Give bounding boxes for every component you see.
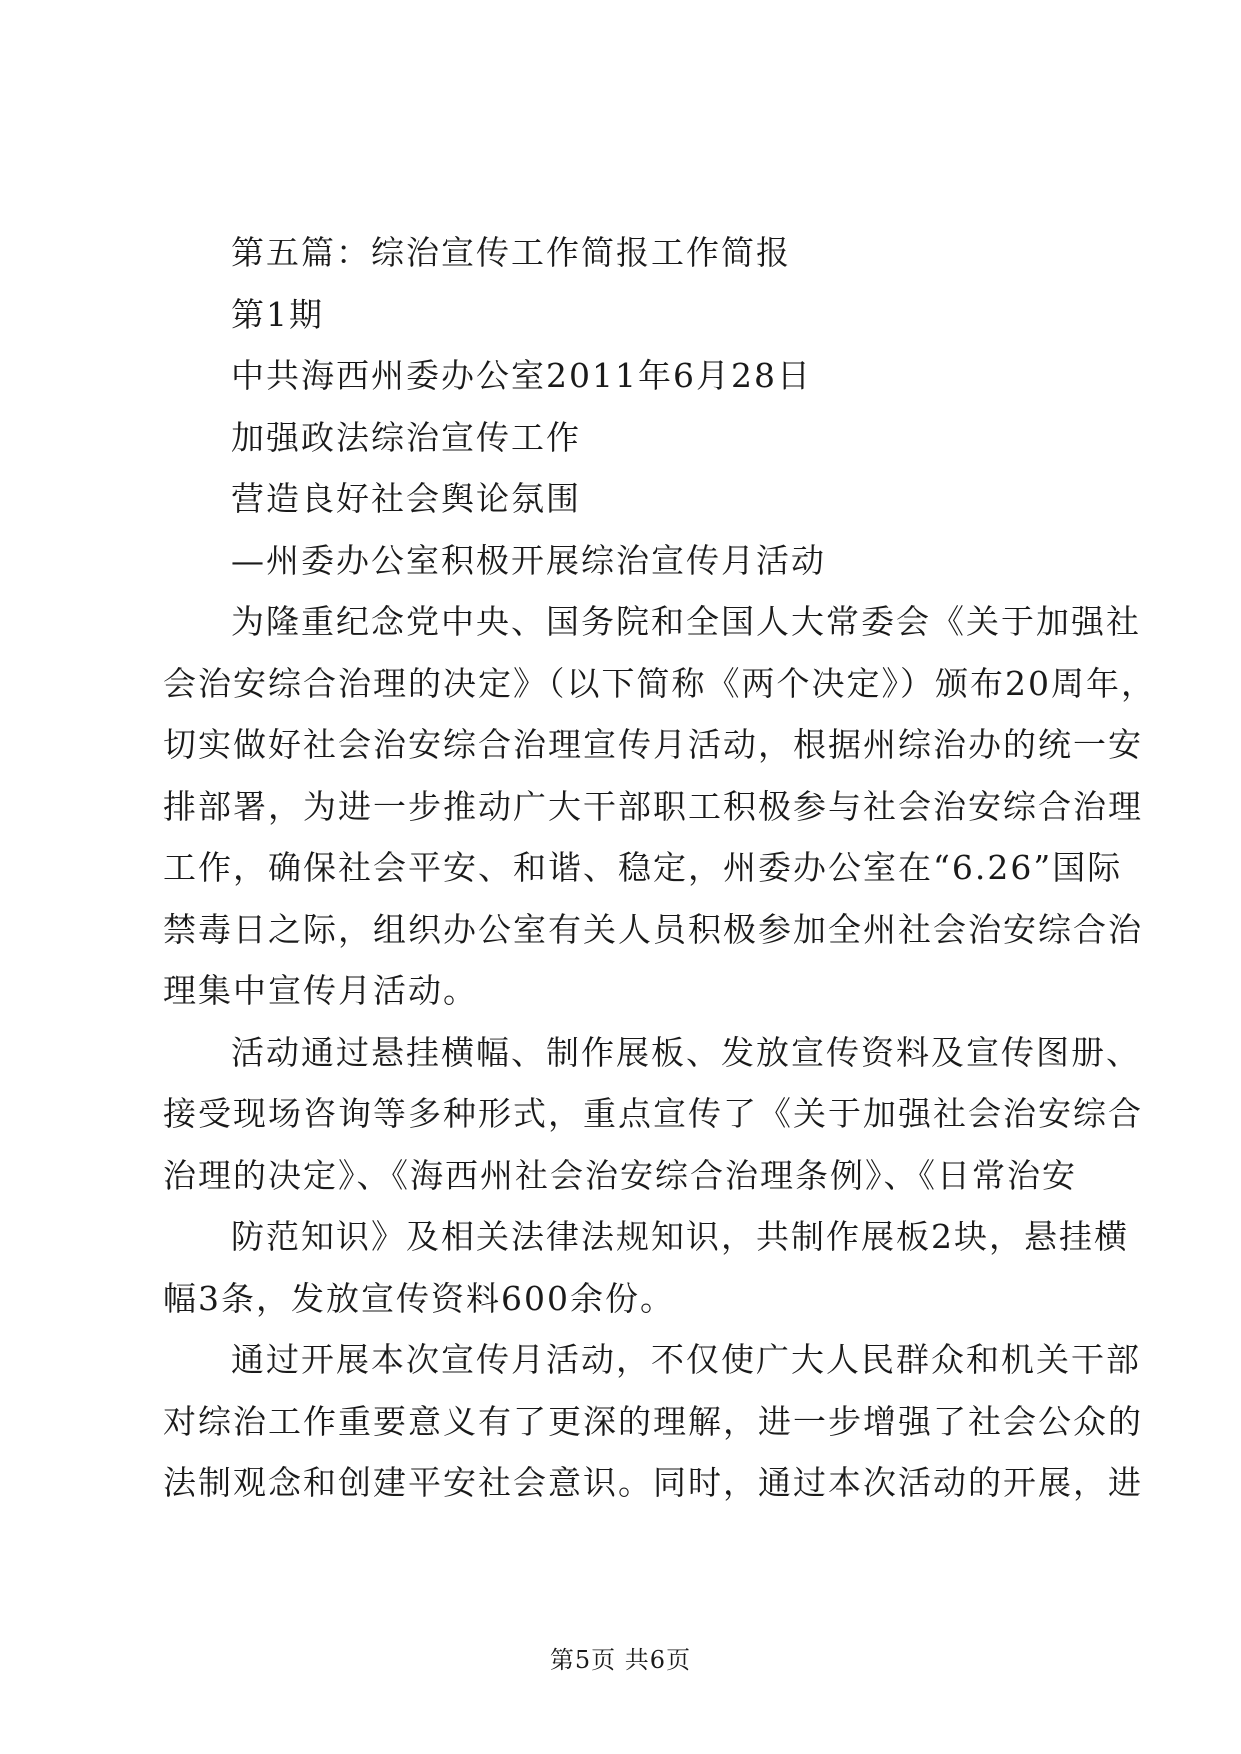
paragraph-line: 为隆重纪念党中央、国务院和全国人大常委会《关于加强社 (231, 602, 1141, 641)
paragraph-1 (163, 591, 1156, 1022)
paragraph-line: 排部署，为进一步推动广大干部职工积极参与社会治安综合治理 (163, 786, 1143, 826)
paragraph-line: 幅3条，发放宣传资料600余份。 (163, 1278, 675, 1318)
paragraph-line: 法制观念和创建平安社会意识。同时，通过本次活动的开展，进 (163, 1463, 1143, 1502)
headline-line-1: 加强政法综治宣传工作 (231, 417, 581, 457)
document-body (163, 222, 1156, 1514)
paragraph-2 (163, 1022, 1143, 1207)
paragraph-line: 切实做好社会治安综合治理宣传月活动，根据州综治办的统一安 (163, 725, 1143, 764)
paragraph-line: 会治安综合治理的决定》（以下简称《两个决定》）颁布20周年， (163, 663, 1156, 703)
paragraph-line: 工作，确保社会平安、和谐、稳定，州委办公室在“6.26”国际 (163, 848, 1123, 887)
paragraph-line: 禁毒日之际，组织办公室有关人员积极参加全州社会治安综合治 (163, 909, 1143, 949)
paragraph-4 (163, 1329, 1143, 1514)
paragraph-line: 接受现场咨询等多种形式，重点宣传了《关于加强社会治安综合 (163, 1094, 1143, 1133)
paragraph-line: 对综治工作重要意义有了更深的理解，进一步增强了社会公众的 (163, 1401, 1143, 1441)
paragraph-3 (163, 1206, 1129, 1329)
paragraph-line: 理集中宣传月活动。 (163, 971, 478, 1010)
issuer-date: 中共海西州委办公室2011年6月28日 (231, 356, 812, 395)
headline-line-2: 营造良好社会舆论氛围 (231, 479, 581, 518)
document-title: 第五篇：综治宣传工作简报工作简报 (231, 233, 791, 272)
paragraph-line: 通过开展本次宣传月活动，不仅使广大人民群众和机关干部 (231, 1340, 1141, 1379)
paragraph-line: 治理的决定》、《海西州社会治安综合治理条例》、《日常治安 (163, 1155, 1077, 1195)
issue-number: 第1期 (231, 294, 324, 334)
paragraph-line: 活动通过悬挂横幅、制作展板、发放宣传资料及宣传图册、 (231, 1032, 1141, 1072)
headline-subtitle: —州委办公室积极开展综治宣传月活动 (231, 540, 826, 580)
paragraph-line: 防范知识》及相关法律法规知识，共制作展板2块，悬挂横 (231, 1217, 1129, 1256)
page-footer: 第5页 共6页 (549, 1646, 692, 1674)
